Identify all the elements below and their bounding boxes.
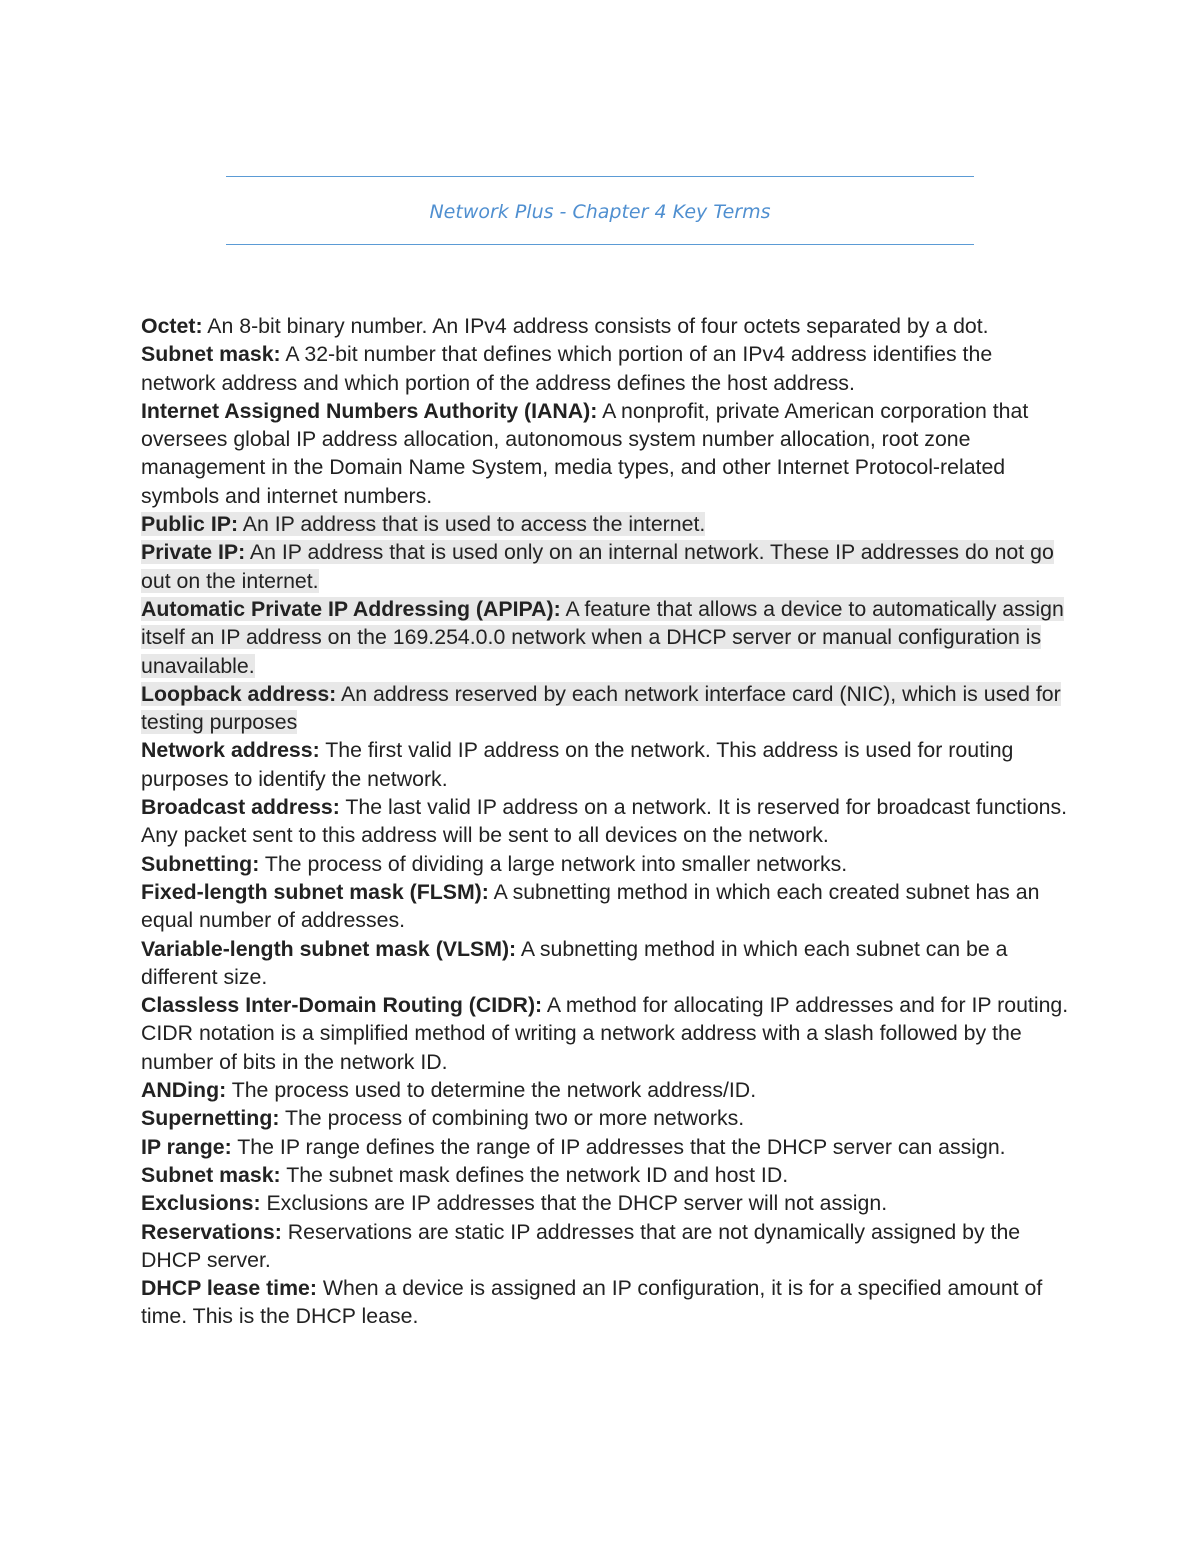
term-flsm: [141, 878, 1071, 935]
term-name: Reservations:: [141, 1219, 282, 1244]
term-public-ip: [141, 510, 1071, 538]
term-name: Automatic Private IP Addressing (APIPA):: [141, 596, 561, 621]
term-iana: [141, 397, 1071, 510]
term-reservations: [141, 1218, 1071, 1275]
term-definition: A 32-bit number that defines which portion of an IPv4 address identifies the network address and which portion of the address defines the host address.: [141, 342, 993, 395]
term-octet: [141, 312, 1071, 340]
term-dhcp-lease-time: [141, 1274, 1071, 1331]
term-network-address: [141, 736, 1071, 793]
term-name: Internet Assigned Numbers Authority (IANA):: [141, 398, 598, 423]
term-subnetting: [141, 850, 1071, 878]
term-name: Subnet mask:: [141, 342, 281, 367]
term-definition: The process of combining two or more networks.: [279, 1106, 745, 1131]
term-name: Broadcast address:: [141, 795, 340, 820]
term-name: Public IP:: [141, 512, 239, 537]
term-private-ip: [141, 538, 1071, 595]
term-definition: A subnetting method in which each subnet can be a different size.: [141, 936, 1008, 989]
term-broadcast-address: [141, 793, 1071, 850]
key-terms-list: [141, 312, 1071, 1331]
term-definition: An IP address that is used to access the internet.: [238, 512, 706, 537]
term-vlsm: [141, 935, 1071, 992]
term-name: Octet:: [141, 314, 203, 338]
term-name: Private IP:: [141, 540, 246, 565]
term-definition: An address reserved by each network interface card (NIC), which is used for testing purposes: [141, 681, 1061, 735]
term-loopback-address: [141, 680, 1071, 737]
term-apipa: [141, 595, 1071, 680]
term-name: Supernetting:: [141, 1106, 280, 1131]
term-name: IP range:: [141, 1134, 232, 1159]
term-definition: A nonprofit, private American corporation that oversees global IP address allocation, autonomous system number allocation, root zone management in the Domain Name System, media types, and other Internet Protocol-related symbols and internet numbers.: [141, 398, 1029, 508]
title-rule-top: [226, 176, 974, 177]
term-name: Subnetting:: [141, 851, 260, 876]
term-ip-range: [141, 1133, 1071, 1161]
term-name: Exclusions:: [141, 1191, 261, 1216]
term-anding: [141, 1076, 1071, 1104]
term-name: Fixed-length subnet mask (FLSM):: [141, 879, 489, 904]
title-block: [226, 176, 974, 246]
term-name: Subnet mask:: [141, 1162, 281, 1187]
term-supernetting: [141, 1104, 1071, 1132]
term-cidr: [141, 991, 1071, 1076]
term-definition: The subnet mask defines the network ID and host ID.: [280, 1162, 789, 1187]
term-definition: An IP address that is used only on an internal network. These IP addresses do not go out on the internet.: [141, 540, 1054, 593]
term-definition: The process used to determine the network address/ID.: [226, 1078, 757, 1103]
document-title: Network Plus - Chapter 4 Key Terms: [429, 201, 771, 223]
term-definition: When a device is assigned an IP configuration, it is for a specified amount of time. This is the DHCP lease.: [141, 1276, 1043, 1329]
term-definition: The last valid IP address on a network. It is reserved for broadcast functions. Any packet sent to this address will be sent to all devices on the network.: [141, 795, 1068, 848]
term-subnet-mask: [141, 340, 1071, 397]
term-definition: A feature that allows a device to automatically assign itself an IP address on the 169.254.0.0 network when a DHCP server or manual configuration is unavailable.: [141, 596, 1064, 678]
term-definition: A method for allocating IP addresses and for IP routing. CIDR notation is a simplified method of writing a network address with a slash followed by the number of bits in the network ID.: [141, 993, 1069, 1074]
term-name: Network address:: [141, 738, 320, 763]
term-definition: An 8-bit binary number. An IPv4 address consists of four octets separated by a dot.: [202, 314, 989, 338]
term-exclusions: [141, 1189, 1071, 1217]
term-definition: Reservations are static IP addresses that are not dynamically assigned by the DHCP server.: [141, 1219, 1021, 1272]
term-definition: The first valid IP address on the network. This address is used for routing purposes to identify the network.: [141, 738, 1014, 791]
term-name: Variable-length subnet mask (VLSM):: [141, 936, 517, 961]
term-name: Classless Inter-Domain Routing (CIDR):: [141, 993, 543, 1018]
term-name: ANDing:: [141, 1078, 227, 1103]
term-definition: The process of dividing a large network into smaller networks.: [259, 851, 848, 876]
term-subnet-mask-2: [141, 1161, 1071, 1189]
term-definition: The IP range defines the range of IP addresses that the DHCP server can assign.: [231, 1134, 1006, 1159]
term-definition: A subnetting method in which each created subnet has an equal number of addresses.: [141, 879, 1040, 933]
term-name: DHCP lease time:: [141, 1276, 317, 1301]
term-definition: Exclusions are IP addresses that the DHCP server will not assign.: [260, 1191, 888, 1216]
title-rule-bottom: [226, 244, 974, 245]
term-name: Loopback address:: [141, 681, 337, 706]
